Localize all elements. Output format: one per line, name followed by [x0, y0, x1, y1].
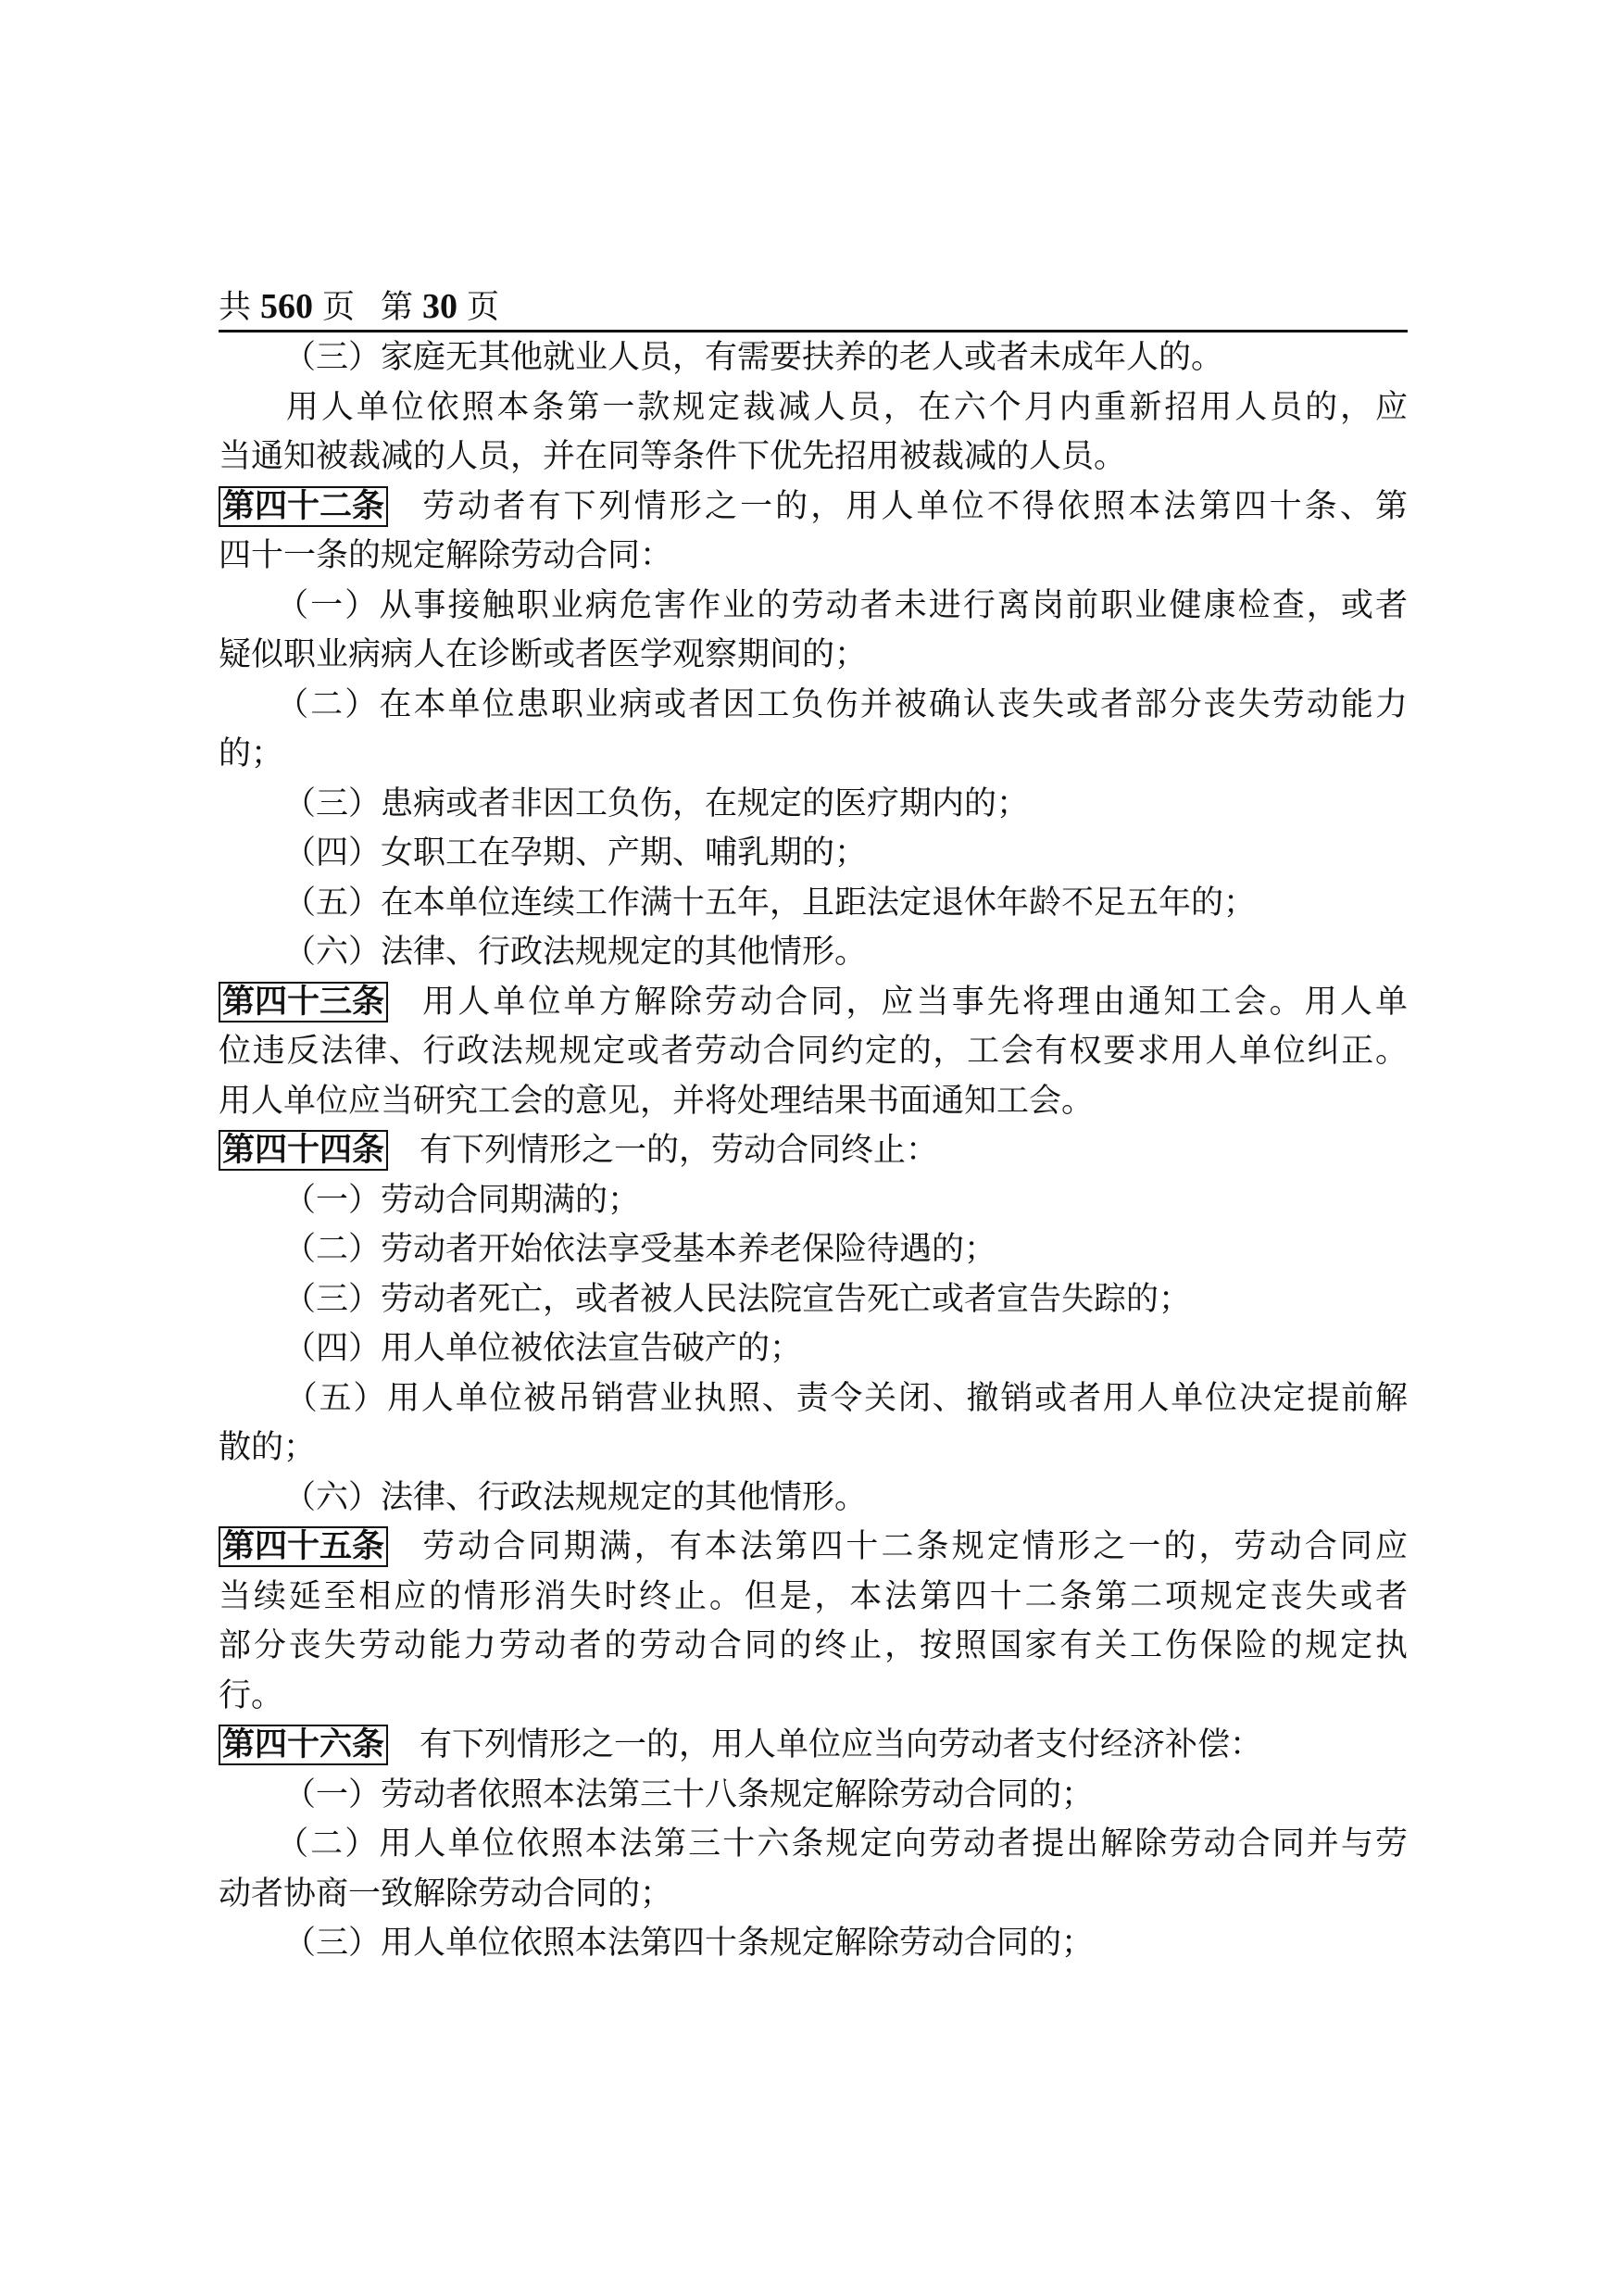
- text-line: [219, 829, 1408, 879]
- line-text: 行。: [219, 1676, 284, 1714]
- line-text: 劳动者有下列情形之一的，用人单位不得依照本法第四十条、第: [420, 487, 1408, 525]
- page-header: [219, 283, 1408, 332]
- line-text: 劳动合同期满，有本法第四十二条规定情形之一的，劳动合同应: [420, 1528, 1408, 1565]
- text-line: [219, 631, 1408, 681]
- text-line: [219, 879, 1408, 929]
- text-line: [219, 780, 1408, 830]
- text-line: [219, 383, 1408, 433]
- document-body: [219, 333, 1408, 1969]
- line-text: （六）法律、行政法规规定的其他情形。: [283, 934, 868, 971]
- article-number: 第四十二条: [219, 486, 388, 527]
- line-text: （二）劳动者开始依法享受基本养老保险待遇的；: [283, 1231, 997, 1268]
- text-line: [219, 1523, 1408, 1573]
- text-line: [219, 730, 1408, 780]
- line-text: 有下列情形之一的，劳动合同终止：: [420, 1132, 939, 1169]
- line-text: （一）劳动合同期满的；: [283, 1181, 641, 1219]
- text-line: [219, 1275, 1408, 1325]
- line-text: 疑似职业病病人在诊断或者医学观察期间的；: [219, 636, 868, 673]
- text-line: [219, 1672, 1408, 1722]
- text-line: [219, 333, 1408, 383]
- text-line: [219, 1474, 1408, 1524]
- line-text: （三）患病或者非因工负伤，在规定的医疗期内的；: [283, 784, 1030, 822]
- line-text: 部分丧失劳动能力劳动者的劳动合同的终止，按照国家有关工伤保险的规定执: [219, 1627, 1408, 1664]
- text-line: [219, 582, 1408, 632]
- text-line: [219, 1820, 1408, 1870]
- text-line: [219, 1919, 1408, 1969]
- current-page-prefix: 第: [381, 289, 414, 326]
- line-text: （三）劳动者死亡，或者被人民法院宣告死亡或者宣告失踪的；: [283, 1280, 1192, 1318]
- text-line: [219, 1374, 1408, 1424]
- line-text: （一）劳动者依照本法第三十八条规定解除劳动合同的；: [283, 1775, 1095, 1813]
- line-text: 用人单位应当研究工会的意见，并将处理结果书面通知工会。: [219, 1082, 1095, 1120]
- total-pages-number: 560: [260, 287, 314, 326]
- line-text: （四）女职工在孕期、产期、哺乳期的；: [283, 834, 868, 872]
- line-text: 有下列情形之一的，用人单位应当向劳动者支付经济补偿：: [420, 1726, 1263, 1763]
- text-line: [219, 928, 1408, 978]
- line-text: （六）法律、行政法规规定的其他情形。: [283, 1478, 868, 1516]
- text-line: [219, 1870, 1408, 1920]
- line-text: 用人单位依照本条第一款规定裁减人员，在六个月内重新招用人员的，应: [283, 388, 1408, 426]
- line-text: 用人单位单方解除劳动合同，应当事先将理由通知工会。用人单: [420, 983, 1408, 1021]
- line-text: 当通知被裁减的人员，并在同等条件下优先招用被裁减的人员。: [219, 438, 1127, 475]
- line-text: 位违反法律、行政法规规定或者劳动合同约定的，工会有权要求用人单位纠正。: [219, 1033, 1408, 1070]
- text-line: [219, 1126, 1408, 1176]
- current-page-suffix: 页: [467, 289, 500, 326]
- text-line: [219, 1225, 1408, 1275]
- line-text: （四）用人单位被依法宣告破产的；: [283, 1330, 803, 1367]
- total-pages-prefix: 共: [219, 289, 252, 326]
- text-line: [219, 1721, 1408, 1771]
- line-text: （五）在本单位连续工作满十五年，且距法定退休年龄不足五年的；: [283, 884, 1257, 922]
- line-text: 散的；: [219, 1429, 317, 1466]
- text-line: [219, 681, 1408, 731]
- article-number: 第四十三条: [219, 982, 388, 1023]
- line-text: 的；: [219, 735, 284, 772]
- text-line: [219, 1573, 1408, 1623]
- line-text: （五）用人单位被吊销营业执照、责令关闭、撤销或者用人单位决定提前解: [283, 1379, 1408, 1417]
- text-line: [219, 1771, 1408, 1821]
- text-line: [219, 1622, 1408, 1672]
- line-text: （三）家庭无其他就业人员，有需要扶养的老人或者未成年人的。: [283, 339, 1224, 376]
- text-line: [219, 532, 1408, 582]
- line-text: 动者协商一致解除劳动合同的；: [219, 1875, 673, 1913]
- text-line: [219, 1077, 1408, 1127]
- current-page-number: 30: [422, 287, 458, 326]
- text-line: [219, 483, 1408, 533]
- text-line: [219, 978, 1408, 1028]
- article-number: 第四十六条: [219, 1725, 388, 1765]
- text-line: [219, 1424, 1408, 1474]
- line-text: 四十一条的规定解除劳动合同：: [219, 537, 673, 574]
- text-line: [219, 1176, 1408, 1226]
- line-text: （三）用人单位依照本法第四十条规定解除劳动合同的；: [283, 1925, 1095, 1962]
- total-pages-suffix: 页: [322, 289, 356, 326]
- article-number: 第四十五条: [219, 1526, 388, 1567]
- article-number: 第四十四条: [219, 1130, 388, 1171]
- text-line: [219, 1027, 1408, 1077]
- line-text: （二）在本单位患职业病或者因工负伤并被确认丧失或者部分丧失劳动能力: [274, 685, 1408, 723]
- line-text: （二）用人单位依照本法第三十六条规定向劳动者提出解除劳动合同并与劳: [274, 1826, 1408, 1863]
- line-text: （一）从事接触职业病危害作业的劳动者未进行离岗前职业健康检查，或者: [274, 586, 1408, 624]
- text-line: [219, 433, 1408, 483]
- text-line: [219, 1324, 1408, 1374]
- line-text: 当续延至相应的情形消失时终止。但是，本法第四十二条第二项规定丧失或者: [219, 1577, 1408, 1615]
